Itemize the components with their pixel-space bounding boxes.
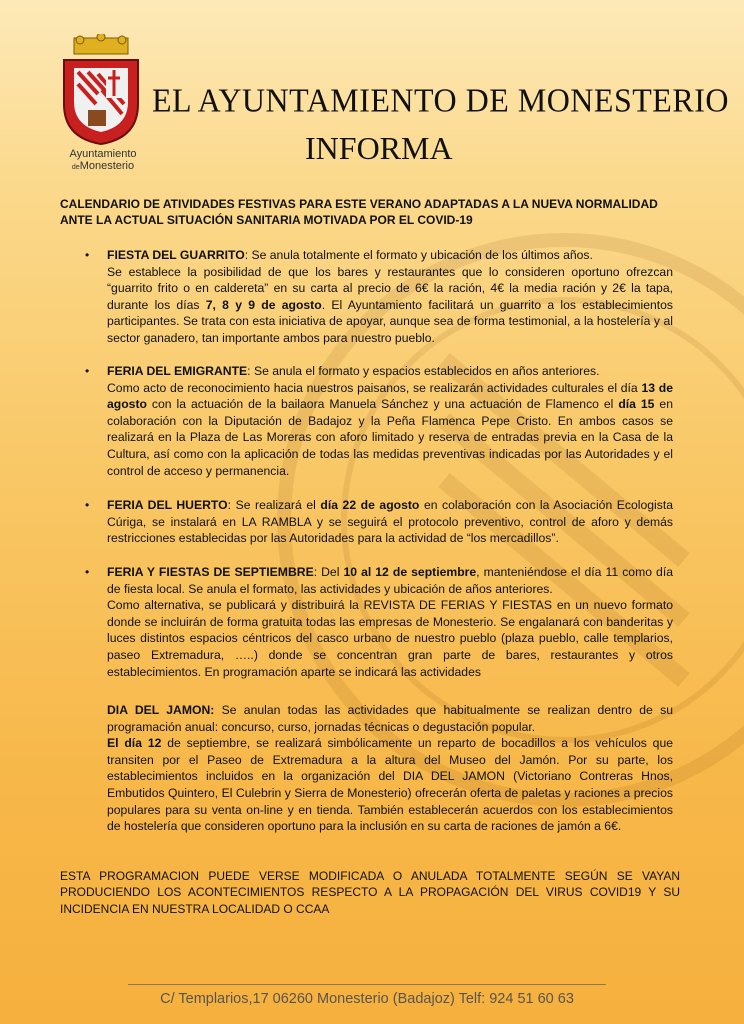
item-text: : Del xyxy=(313,565,344,579)
footer-address: C/ Templarios,17 06260 Monesterio (Badajoz) Telf: 924 51 60 63 xyxy=(160,991,574,1007)
list-item-septiembre xyxy=(85,564,673,680)
closing-note: ESTA PROGRAMACION PUEDE VERSE MODIFICADA O ANULADA TOTALMENTE SEGÚN SE VAYAN PRODUCIENDO LOS ACONTECIMIENTOS RESPECTO A LA PROPAGACIÓN DEL VIRUS COVID19 Y SU INCIDENCIA EN NUESTRA LOCALIDAD O CCAA xyxy=(60,869,680,916)
intro-heading: CALENDARIO DE ATIVIDADES FESTIVAS PARA ESTE VERANO ADAPTADAS A LA NUEVA NORMALIDAD ANTE LA ACTUAL SITUACIÓN SANITARIA MOTIVADA POR EL COVID-19 xyxy=(60,197,658,227)
list-item-jamon xyxy=(107,702,673,835)
item-date: día 15 xyxy=(618,397,655,412)
item-heading: FIESTA DEL GUARRITO xyxy=(107,248,245,262)
item-text: Como alternativa, se publicará y distribuirá la REVISTA DE FERIAS Y FIESTAS en un nuevo formato donde se incluirán de forma gratuita todas las empresas de Monesterio. Se engalanará con banderitas y luces distintos espacios céntricos del casco urbano de nuestro pueblo (plaza pueblo, calle templarios, paseo Extremadura, …..) donde se concentran gran parte de bares, restaurantes y otros establecimientos. En programación aparte se indicará las actividades xyxy=(107,598,673,679)
list-item-huerto xyxy=(85,497,674,547)
logo-text xyxy=(58,148,148,174)
item-date: 10 al 12 de septiembre xyxy=(343,565,477,579)
bullet-icon: • xyxy=(85,498,90,512)
item-text: : Se realizará el xyxy=(227,498,321,512)
item-text: en colaboración con la Diputación de Badajoz y la Peña Flamenca Pepe Cristo. En ambos casos se realizará en la Plaza de Las Moreras con aforo limitado y reserva de entradas previa en la Casa de la Cultura, así como con la aplicación de todas las medidas preventivas indicadas por las Autoridades y el control de acceso y permanencia. xyxy=(107,397,673,478)
item-heading: DIA DEL JAMON: xyxy=(107,703,215,717)
bullet-icon: • xyxy=(85,565,90,579)
list-item-emigrante xyxy=(85,363,673,479)
item-text: en colaboración con la Asociación Ecologista Cúriga, se instalará en LA RAMBLA y se seguirá el protocolo preventivo, control de aforo y demás restricciones establecidas por las Autoridades para la actividad de “los mercadillos”. xyxy=(107,498,674,546)
item-date: 7, 8 y 9 de agosto xyxy=(205,297,322,312)
item-text: : Se anula el formato y espacios establecidos en años anteriores. xyxy=(247,364,600,378)
item-text: Se anulan todas las actividades que habitualmente se realizan dentro de su programación anual: concurso, curso, jornadas técnicas o degustación popular. xyxy=(107,703,673,734)
item-text: de septiembre, se realizará simbólicamente un reparto de bocadillos a los vehículos que transiten por el Paseo de Extremadura a la altura del Museo del Jamón. Por su parte, los establecimientos incluidos en la organización del DIA DEL JAMON (Victoriano Contreras Hnos, Embutidos Quintero, El Culebrin y Sierra de Monesterio) ofrecerán oferta de paletas y raciones a precios populares para su venta on-line y en tienda. También establecerán acuerdos con los establecimientos de hostelería que consideren oportuno para la inclusión en su carta de raciones de jamón a 6€. xyxy=(107,736,673,834)
page-subtitle: INFORMA xyxy=(305,130,453,166)
bullet-icon: • xyxy=(85,364,90,378)
item-text: Como acto de reconocimiento hacia nuestros paisanos, se realizarán actividades culturales el día xyxy=(107,380,642,395)
page-title: EL AYUNTAMIENTO DE MONESTERIO xyxy=(152,81,729,119)
logo-line1: Ayuntamiento xyxy=(69,148,137,160)
item-text: con la actuación de la bailaora Manuela Sánchez y una actuación de Flamenco el xyxy=(146,397,619,412)
item-heading: FERIA DEL HUERTO xyxy=(107,498,228,512)
footer-divider xyxy=(128,984,606,985)
item-heading: FERIA DEL EMIGRANTE xyxy=(107,364,248,378)
item-text: , manteniéndose el día 11 como día de fiesta local. Se anula el formato, las actividades y ubicación de años anteriores. xyxy=(107,565,673,596)
item-heading: FERIA Y FIESTAS DE SEPTIEMBRE xyxy=(107,565,314,579)
item-text: : Se anula totalmente el formato y ubicación de los últimos años. xyxy=(244,248,593,262)
item-text: Se establece la posibilidad de que los bares y restaurantes que lo consideren oportuno ofrezcan “guarrito frito o en caldereta” en su carta al precio de 6€ la ración, 4€ la media ración y 2€ la tapa, durante los días xyxy=(107,264,673,312)
item-date: 13 de agosto xyxy=(107,380,673,412)
bullet-icon: • xyxy=(85,248,90,262)
coat-of-arms-logo xyxy=(58,34,144,146)
list-item-guarrito xyxy=(85,247,674,347)
logo-line2: deMonesterio xyxy=(71,160,135,172)
item-date: El día 12 xyxy=(107,736,162,751)
item-date: día 22 de agosto xyxy=(320,498,420,512)
item-text: . El Ayuntamiento facilitará un guarrito a los establecimientos participantes. Se trata con esta iniciativa de apoyar, aunque sea de forma testimonial, a la hostelería y al sector ganadero, tan importante ambos para nuestro pueblo. xyxy=(107,297,674,345)
